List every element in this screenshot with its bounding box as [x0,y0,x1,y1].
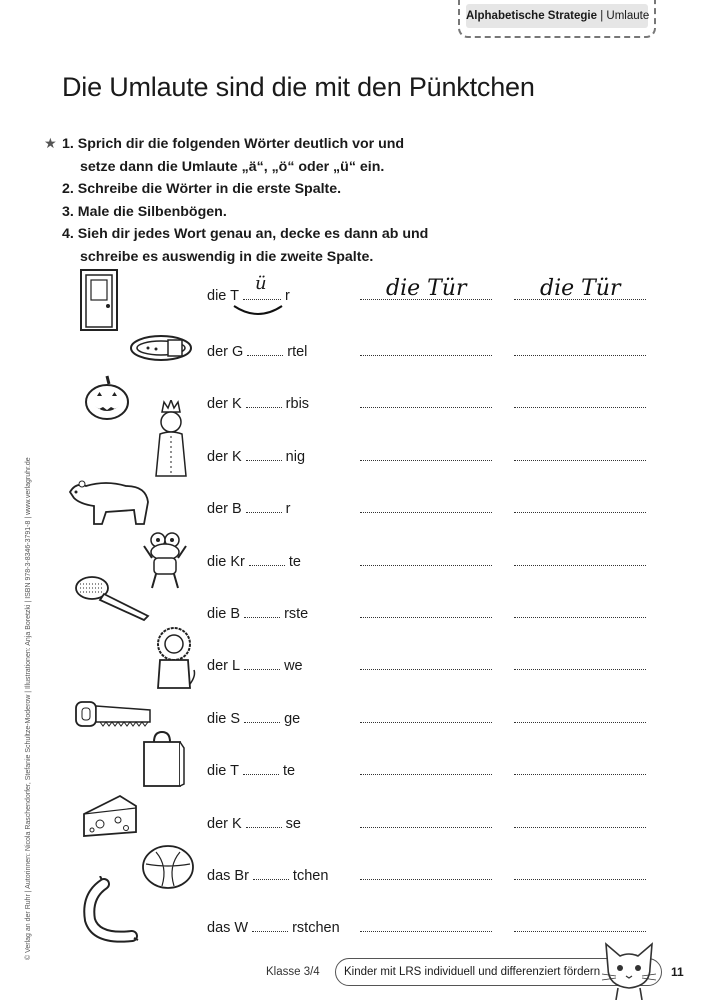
blank[interactable] [243,273,281,300]
word-end: se [285,815,301,832]
word-row [0,757,707,787]
answer-line-2[interactable] [514,879,646,880]
word-end: tchen [292,868,329,884]
answer-line-1[interactable] [360,460,492,461]
word-row [0,548,707,578]
word-with-gap [207,658,303,674]
example-answer-2: die Tür [540,276,621,301]
word-end: rstchen [292,920,340,937]
header-tag [458,0,656,38]
answer-line-1[interactable] [360,512,492,513]
word-with-gap [207,606,308,622]
answer-line-1[interactable] [360,827,492,828]
word-with-gap [207,920,340,936]
umlaut-blank[interactable] [246,502,282,513]
answer-line-2[interactable] [514,565,646,566]
answer-line-1[interactable] [360,355,492,356]
word-start: das Br [207,868,249,884]
word-with-gap [207,449,305,465]
word-start: der K [207,448,242,465]
word-end: we [284,658,303,675]
word-end: r [284,288,290,304]
page-title: Die Umlaute sind die mit den Pünktchen [62,72,535,102]
answer-line-2[interactable] [514,722,646,723]
example-word [207,273,290,304]
class-label: Klasse 3/4 [266,966,320,978]
umlaut-blank[interactable] [244,607,280,618]
word-end: te [288,553,301,570]
answer-line-1[interactable] [360,774,492,775]
word-row [0,810,707,840]
word-with-gap [207,816,301,832]
answer-line-1[interactable] [360,299,492,300]
word-start: der G [207,344,244,360]
answer-line-1[interactable] [360,617,492,618]
umlaut-blank[interactable] [252,921,288,932]
filled-umlaut: ü [254,273,267,294]
word-with-gap [207,396,309,412]
topic-label: Umlaute [606,10,650,22]
umlaut-blank[interactable] [253,869,289,880]
answer-line-2[interactable] [514,355,646,356]
word-with-gap [207,711,300,727]
answer-line-2[interactable] [514,669,646,670]
instruction-line: 4. Sieh dir jedes Wort genau an, decke es dann ab und [62,226,429,242]
answer-line-2[interactable] [514,407,646,408]
word-with-gap [207,344,307,360]
umlaut-blank[interactable] [244,712,280,723]
word-end: r [285,501,291,518]
example-answer-1: die Tür [386,276,467,301]
instruction-line: 3. Male die Silbenbögen. [62,203,227,220]
umlaut-blank[interactable] [246,397,282,408]
word-with-gap [207,501,291,517]
word-start: das W [207,920,249,937]
answer-line-1[interactable] [360,669,492,670]
cat-icon [598,938,660,1000]
umlaut-blank[interactable] [249,555,285,566]
word-with-gap [207,763,295,779]
syllable-arc [232,304,284,320]
umlaut-blank[interactable] [243,764,279,775]
answer-line-2[interactable] [514,512,646,513]
answer-line-1[interactable] [360,722,492,723]
word-start: der B [207,501,242,518]
word-end: ge [284,710,301,727]
word-start: die T [207,288,239,304]
instructions [44,133,429,268]
word-row [0,652,707,682]
word-end: te [282,763,296,780]
answer-line-1[interactable] [360,879,492,880]
word-start: die Kr [207,553,245,570]
word-start: die B [207,606,241,622]
answer-line-2[interactable] [514,774,646,775]
strategy-label: Alphabetische Strategie [466,10,598,22]
word-start: der K [207,396,242,413]
word-start: die T [207,763,239,780]
umlaut-blank[interactable] [244,659,280,670]
instruction-line: 2. Schreibe die Wörter in die erste Spalte. [62,181,342,197]
header-tag-label [466,4,648,28]
word-row [0,390,707,420]
word-row [0,705,707,735]
word-start: die S [207,710,241,727]
umlaut-blank[interactable] [246,817,282,828]
umlaut-blank[interactable] [247,345,283,356]
answer-line-1[interactable] [360,565,492,566]
star-icon: ★ [44,136,57,152]
word-end: rtel [287,344,308,360]
word-end: rbis [285,396,310,413]
book-title: Kinder mit LRS individuell und differenziert fördern [335,958,662,986]
answer-line-2[interactable] [514,460,646,461]
copyright-sidebar: © Verlag an der Ruhr | Autorinnen: Nicola Raschendorfer, Stefanie Schultze-Moderow | Illustrationen: Anja Boretzki | ISBN 978-3-8346-3791-8 | www.verlagruhr.de [25,457,32,960]
word-start: der L [207,658,241,675]
answer-line-2[interactable] [514,827,646,828]
word-row [0,600,707,630]
word-with-gap [207,554,301,570]
answer-line-2[interactable] [514,617,646,618]
answer-line-1[interactable] [360,407,492,408]
umlaut-blank[interactable] [246,450,282,461]
word-row [0,338,707,368]
page-number: 11 [671,965,684,979]
word-end: nig [285,448,306,465]
word-start: der K [207,815,242,832]
answer-line-2[interactable] [514,931,646,932]
instruction-line: setze dann die Umlaute „ä“, „ö“ oder „ü“ ein. [80,158,385,175]
tag-separator: | [600,10,604,22]
word-row [0,495,707,525]
answer-line-1[interactable] [360,931,492,932]
instruction-line: schreibe es auswendig in die zweite Spalte. [80,248,374,265]
word-with-gap [207,868,328,884]
word-row [0,443,707,473]
word-end: rste [284,606,309,622]
answer-line-2[interactable] [514,299,646,300]
instruction-line: 1. Sprich dir die folgenden Wörter deutlich vor und [62,136,405,152]
example-row [0,273,707,312]
word-row [0,862,707,892]
